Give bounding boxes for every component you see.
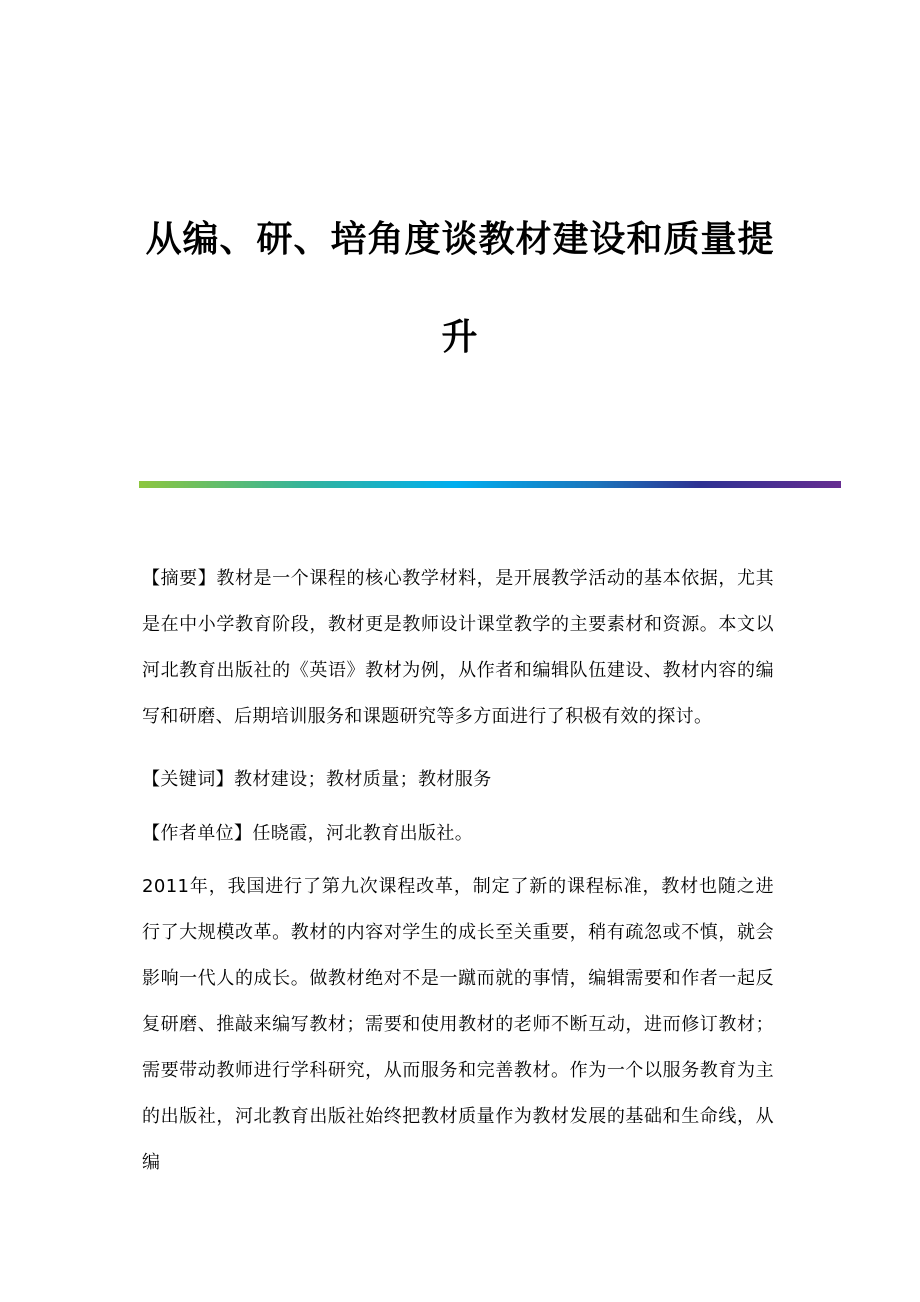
keywords-label: 【关键词】 xyxy=(142,769,234,790)
author-label: 【作者单位】 xyxy=(142,823,253,844)
keywords-text: 教材建设；教材质量；教材服务 xyxy=(234,769,492,790)
body-paragraph: 2011年，我国进行了第九次课程改革，制定了新的课程标准，教材也随之进行了大规模改革。教材的内容对学生的成长至关重要，稍有疏忽或不慎，就会影响一代人的成长。做教材绝对不是一蹴而就的事情，编辑需要和作者一起反复研磨、推敲来编写教材；需要和使用教材的老师不断互动，进而修订教材；需要带动教师进行学科研究，从而服务和完善教材。作为一个以服务教育为主的出版社，河北教育出版社始终把教材质量作为教材发展的基础和生命线，从编 xyxy=(142,876,774,1173)
author-section xyxy=(142,811,774,857)
keywords-section xyxy=(142,757,774,803)
abstract-label: 【摘要】 xyxy=(142,568,217,589)
document-title-line-1: 从编、研、培角度谈教材建设和质量提 xyxy=(145,219,775,260)
gradient-divider xyxy=(139,481,841,488)
author-text: 任晓霞，河北教育出版社。 xyxy=(252,823,474,844)
abstract-section xyxy=(142,556,774,740)
document-title-line-2: 升 xyxy=(441,317,479,358)
abstract-text: 教材是一个课程的核心教学材料，是开展教学活动的基本依据，尤其是在中小学教育阶段，教材更是教师设计课堂教学的主要素材和资源。本文以河北教育出版社的《英语》教材为例，从作者和编辑队伍建设、教材内容的编写和研磨、后期培训服务和课题研究等多方面进行了积极有效的探讨。 xyxy=(142,568,774,727)
